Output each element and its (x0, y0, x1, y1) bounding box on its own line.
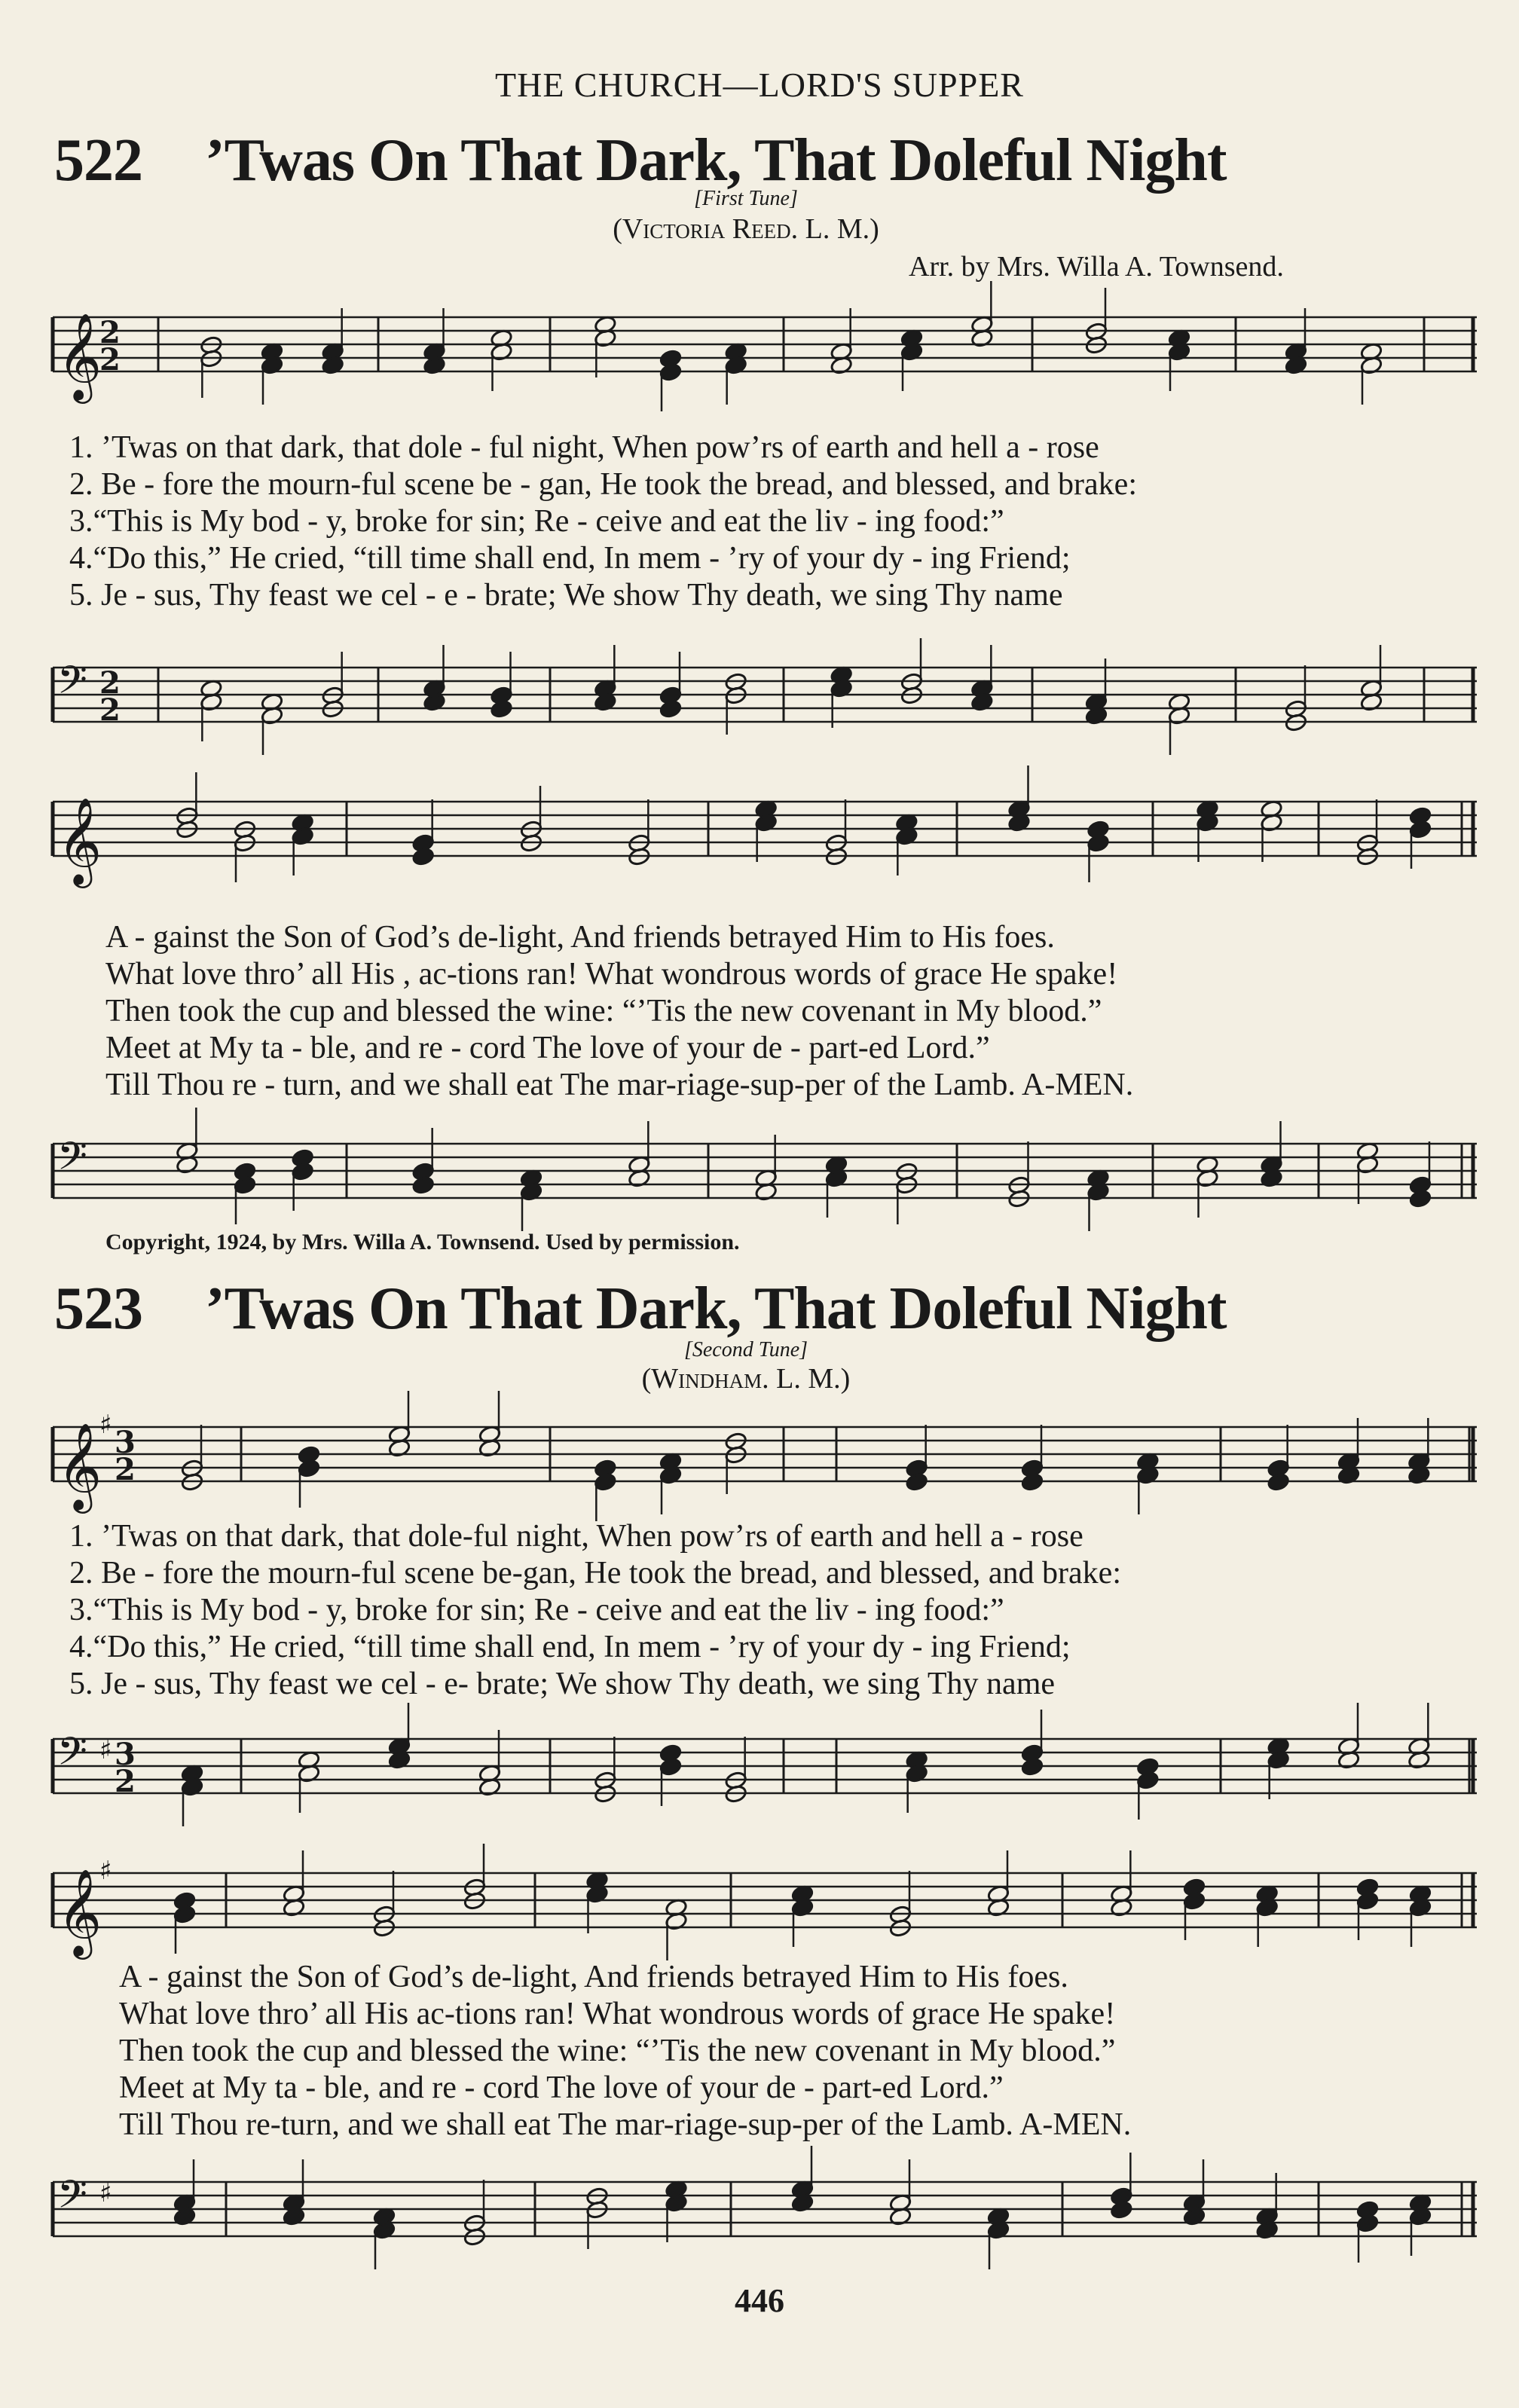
note-head (173, 1905, 197, 1924)
hymn-523-verse-2-line1: 2. Be - fore the mourn-ful scene be-gan, He took the bread, and blessed, and brake: (69, 1556, 1121, 1591)
treble-clef-icon: 𝄞 (57, 1868, 102, 1956)
note-head (659, 1757, 683, 1777)
hymn-522-title-row (54, 127, 1227, 195)
note-head (490, 699, 513, 719)
hymn-523-system2-treble-staff (53, 1856, 1477, 1959)
hymn-522-verses-line2 (105, 919, 1133, 1104)
hymn-523-title: ’Twas On That Dark, That Doleful Night (205, 1276, 1227, 1342)
hymn-522-system2-treble-staff (53, 790, 1477, 888)
hymn-522-system2-bass-staff (53, 1132, 1477, 1230)
sharp-icon: ♯ (99, 2178, 112, 2208)
hymn-523-tune-name: (Windham. L. M.) (641, 1363, 851, 1395)
time-signature-bottom: 2 (99, 692, 121, 728)
hymn-522-verse-4-line2: Meet at My ta - ble, and re - cord The love of your de - part-ed Lord.” (105, 1031, 990, 1065)
time-signature-top: 3 (115, 1737, 136, 1772)
hymn-522-verse-1-line2: A - gainst the Son of God’s de-light, And friends betrayed Him to His foes. (105, 920, 1055, 955)
note-head (659, 362, 683, 382)
hymn-522-verse-3-line2: Then took the cup and blessed the wine: “’Tis the new covenant in My blood.” (105, 994, 1102, 1028)
note-head (1087, 833, 1110, 853)
hymn-522-verse-5-line2: Till Thou re - turn, and we shall eat The mar-riage-sup-per of the Lamb. A-MEN. (105, 1068, 1134, 1102)
time-signature-bottom: 2 (115, 1452, 136, 1487)
hymn-523-system1-treble-staff (53, 1410, 1477, 1513)
hymn-522-number: 522 (54, 127, 142, 194)
hymn-523-tune-label: [Second Tune] (683, 1338, 808, 1361)
hymn-522-verse-5-line1: 5. Je - sus, Thy feast we cel - e - brate; We show Thy death, we sing Thy name (69, 578, 1063, 613)
hymn-523-verses-line1 (69, 1518, 1121, 1703)
hymn-523-verse-5-line1: 5. Je - sus, Thy feast we cel - e- brate; We show Thy death, we sing Thy name (69, 1667, 1056, 1701)
hymn-522-verse-4-line1: 4.“Do this,” He cried, “till time shall end, In mem - ’ry of your dy - ing Friend; (69, 541, 1071, 576)
treble-clef-icon: 𝄞 (57, 1422, 102, 1510)
note-head (411, 1175, 435, 1195)
page-number: 446 (735, 2282, 784, 2319)
time-signature-top: 2 (99, 665, 121, 701)
note-head (1409, 1189, 1432, 1209)
note-head (298, 1459, 321, 1478)
sharp-icon: ♯ (99, 1735, 112, 1765)
note-head (1021, 1472, 1044, 1492)
hymn-523-verse-2-line2: What love thro’ all His ac-tions ran! What wondrous words of grace He spake! (119, 1997, 1116, 2031)
treble-clef-icon: 𝄞 (57, 796, 102, 885)
hymn-522-title: ’Twas On That Dark, That Doleful Night (205, 127, 1227, 194)
hymn-522-verse-1-line1: 1. ’Twas on that dark, that dole - ful night, When pow’rs of earth and hell a - rose (69, 430, 1099, 465)
note-head (659, 699, 683, 719)
note-head (1021, 1757, 1044, 1777)
hymn-522-copyright: Copyright, 1924, by Mrs. Willa A. Townsend. Used by permission. (105, 1230, 740, 1254)
time-signature-bottom: 2 (99, 342, 121, 377)
bass-clef-icon: 𝄢 (57, 1133, 87, 1188)
note-head (291, 1162, 314, 1181)
hymn-522-verses-line1 (69, 429, 1137, 614)
hymn-522-system1-treble-staff (53, 305, 1477, 403)
hymn-523-title-row (54, 1275, 1227, 1343)
hymn-523-verses-line2 (119, 1959, 1131, 2144)
hymn-523-system2-bass-staff (53, 2170, 1477, 2268)
hymn-522-verse-2-line2: What love thro’ all His , ac-tions ran! What wondrous words of grace He spake! (105, 957, 1118, 992)
hymn-523-verse-3-line2: Then took the cup and blessed the wine: “’Tis the new covenant in My blood.” (119, 2034, 1116, 2068)
hymn-523-number: 523 (54, 1276, 142, 1342)
note-head (1356, 2214, 1380, 2233)
hymn-523-system1-bass-staff (53, 1727, 1477, 1825)
hymn-523-verse-5-line2: Till Thou re-turn, and we shall eat The mar-riage-sup-per of the Lamb. A-MEN. (119, 2107, 1132, 2142)
note-head (411, 847, 435, 866)
hymn-523-verse-4-line2: Meet at My ta - ble, and re - cord The love of your de - part-ed Lord.” (119, 2070, 1004, 2105)
time-signature-top: 2 (99, 315, 121, 350)
note-head (1110, 2200, 1133, 2220)
note-head (1267, 1472, 1290, 1492)
hymn-523-verse-4-line1: 4.“Do this,” He cried, “till time shall end, In mem - ’ry of your dy - ing Friend; (69, 1630, 1071, 1664)
hymn-522-arranger: Arr. by Mrs. Willa A. Townsend. (909, 251, 1284, 283)
note-head (1356, 1891, 1380, 1911)
sharp-icon: ♯ (99, 1410, 112, 1440)
time-signature-top: 3 (115, 1425, 136, 1460)
note-head (905, 1472, 928, 1492)
note-head (1183, 1891, 1206, 1911)
sharp-icon: ♯ (99, 1856, 112, 1886)
section-header: THE CHURCH—LORD'S SUPPER (495, 66, 1024, 104)
hymn-522-verse-3-line1: 3.“This is My bod - y, broke for sin; Re - ceive and eat the liv - ing food:” (69, 504, 1004, 539)
hymn-523-verse-3-line1: 3.“This is My bod - y, broke for sin; Re - ceive and eat the liv - ing food:” (69, 1593, 1004, 1627)
note-head (594, 1472, 617, 1492)
note-head (234, 1175, 257, 1195)
hymn-522-tune-label: [First Tune] (694, 187, 798, 210)
hymn-522-verse-2-line1: 2. Be - fore the mourn-ful scene be - gan, He took the bread, and blessed, and brake: (69, 467, 1137, 502)
bass-clef-icon: 𝄢 (57, 2171, 87, 2226)
hymn-522-system1-bass-staff (53, 655, 1477, 753)
bass-clef-icon: 𝄢 (57, 1728, 87, 1783)
hymn-523-verse-1-line1: 1. ’Twas on that dark, that dole-ful night, When pow’rs of earth and hell a - rose (69, 1519, 1083, 1554)
time-signature-bottom: 2 (115, 1764, 136, 1799)
hymn-522-tune-name: (Victoria Reed. L. M.) (613, 213, 879, 245)
treble-clef-icon: 𝄞 (57, 312, 102, 400)
note-head (1409, 820, 1432, 839)
bass-clef-icon: 𝄢 (57, 657, 87, 712)
note-head (1136, 1771, 1160, 1790)
hymn-523-verse-1-line2: A - gainst the Son of God’s de-light, And friends betrayed Him to His foes. (119, 1960, 1068, 1994)
